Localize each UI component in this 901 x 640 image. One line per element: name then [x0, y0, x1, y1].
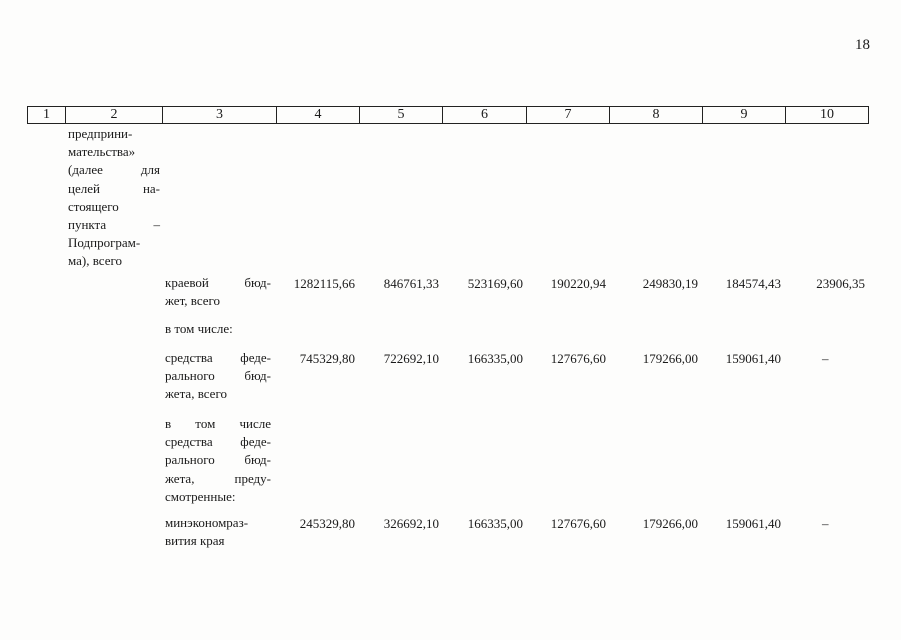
- row-label: [165, 514, 271, 550]
- row-label: [165, 415, 271, 506]
- value-cell: 523169,60: [467, 276, 523, 291]
- row-label: [165, 320, 271, 338]
- text-line: жета, всего: [165, 386, 227, 402]
- header-col-10: 10: [785, 106, 869, 124]
- value-cell: 1282115,66: [293, 276, 355, 291]
- page-number: 18: [855, 37, 870, 53]
- value-cell: 166335,00: [467, 351, 523, 366]
- text-line: краевой бюд-: [165, 275, 271, 290]
- value-cell: 245329,80: [299, 516, 355, 531]
- text-line: мательства»: [68, 144, 136, 160]
- value-cell: 127676,60: [550, 516, 606, 531]
- table-header: [27, 106, 869, 124]
- header-col-1: 1: [27, 106, 65, 124]
- value-cell: –: [822, 351, 829, 366]
- text-line: жета, преду-: [165, 470, 271, 486]
- value-cell: 159061,40: [725, 516, 781, 531]
- program-name-cell: [68, 125, 160, 271]
- text-line: целей на-: [68, 180, 160, 196]
- value-cell: 249830,19: [642, 276, 698, 291]
- value-cell: 127676,60: [550, 351, 606, 366]
- value-cell: 190220,94: [550, 276, 606, 291]
- text-line: рального бюд-: [165, 368, 271, 384]
- value-cell: 179266,00: [642, 351, 698, 366]
- text-line: (далее для: [68, 162, 160, 178]
- text-line: ма), всего: [68, 253, 123, 269]
- value-cell: 23906,35: [816, 276, 865, 291]
- value-cell: 179266,00: [642, 516, 698, 531]
- value-cell: 159061,40: [725, 351, 781, 366]
- value-cell: 184574,43: [725, 276, 781, 291]
- text-line: рального бюд-: [165, 452, 271, 468]
- header-col-7: 7: [526, 106, 609, 124]
- header-col-4: 4: [276, 106, 359, 124]
- text-line: смотренные:: [165, 488, 236, 504]
- value-cell: –: [822, 516, 829, 531]
- text-line: вития края: [165, 533, 225, 549]
- value-cell: 745329,80: [299, 351, 355, 366]
- text-line: средства феде-: [165, 350, 271, 365]
- text-line: жет, всего: [165, 293, 221, 309]
- header-col-5: 5: [359, 106, 442, 124]
- header-col-8: 8: [609, 106, 702, 124]
- text-line: предприни-: [68, 126, 133, 141]
- header-col-2: 2: [65, 106, 162, 124]
- value-cell: 722692,10: [383, 351, 439, 366]
- header-col-9: 9: [702, 106, 785, 124]
- text-line: Подпрограм-: [68, 235, 141, 251]
- text-line: пункта –: [68, 217, 160, 233]
- row-label: [165, 274, 271, 310]
- value-cell: 846761,33: [383, 276, 439, 291]
- text-line: в том числе: [165, 416, 271, 431]
- value-cell: 326692,10: [383, 516, 439, 531]
- text-line: минэкономраз-: [165, 515, 249, 530]
- value-cell: 166335,00: [467, 516, 523, 531]
- header-col-6: 6: [442, 106, 526, 124]
- row-label: [165, 349, 271, 404]
- text-line: средства феде-: [165, 434, 271, 450]
- text-line: стоящего: [68, 198, 119, 214]
- text-line: в том числе:: [165, 321, 233, 336]
- header-col-3: 3: [162, 106, 276, 124]
